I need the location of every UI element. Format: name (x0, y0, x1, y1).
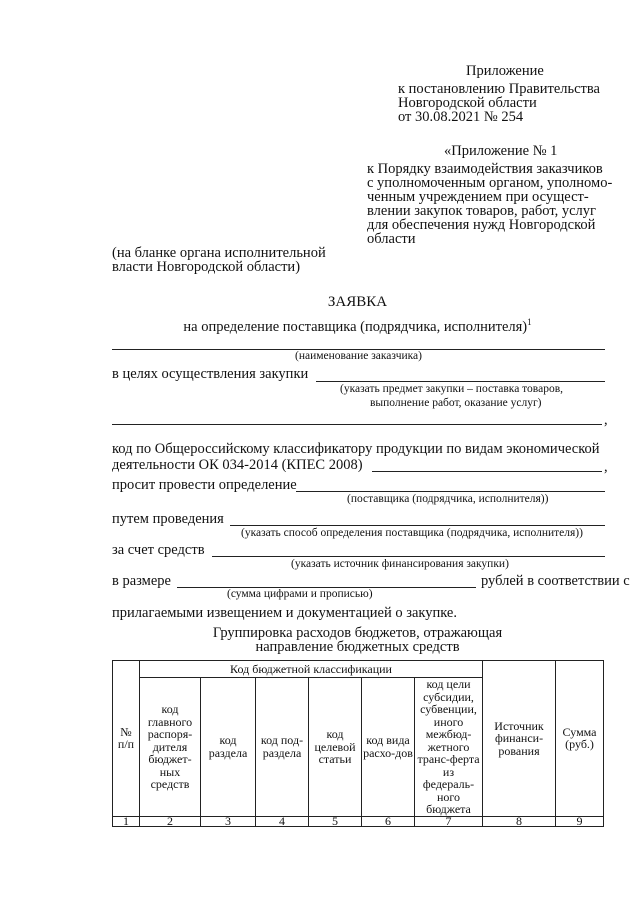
closing-text: прилагаемыми извещением и документацией о закупке. (112, 605, 457, 621)
appendix1-title: «Приложение № 1 (444, 143, 558, 159)
column-number: 9 (556, 816, 604, 826)
purpose-hint: выполнение работ, оказание услуг) (370, 397, 542, 409)
appendix1-line: влении закупок товаров, работ, услуг (367, 203, 596, 219)
comma: , (604, 459, 608, 475)
customer-hint: (наименование заказчика) (295, 350, 422, 362)
col-section-header: код раздела (201, 678, 256, 817)
funds-field[interactable] (212, 556, 605, 557)
appendix1-line: для обеспечения нужд Новгородской (367, 217, 596, 233)
column-number: 8 (483, 816, 556, 826)
column-number: 6 (362, 816, 415, 826)
purpose-field[interactable] (316, 381, 605, 382)
footnote-mark: 1 (527, 317, 532, 327)
col-sum-header: Сумма (руб.) (556, 661, 604, 817)
column-number: 2 (140, 816, 201, 826)
request-field[interactable] (296, 491, 605, 492)
okpd-field[interactable] (372, 471, 602, 472)
letterhead-note: (на бланке органа исполнительной (112, 245, 326, 261)
appendix1-line: ченным учреждением при осущест- (367, 189, 589, 205)
budget-classification-table (112, 660, 604, 827)
appendix1-line: с уполномоченным органом, уполномо- (367, 175, 613, 191)
column-number: 3 (201, 816, 256, 826)
col-source-header: Источник финанси-рования (483, 661, 556, 817)
column-number: 5 (309, 816, 362, 826)
appendix1-line: к Порядку взаимодействия заказчиков (367, 161, 603, 177)
amount-label: в размере (112, 573, 171, 589)
column-number: 7 (415, 816, 483, 826)
document-title: ЗАЯВКА (327, 294, 388, 310)
okpd-label: деятельности ОК 034-2014 (КПЕС 2008) (112, 457, 363, 473)
request-label: просит провести определение (112, 477, 297, 493)
request-hint: (поставщика (подрядчика, исполнителя)) (347, 493, 549, 505)
comma: , (604, 412, 608, 428)
amount-hint: (сумма цифрами и прописью) (227, 588, 373, 600)
method-field[interactable] (230, 525, 605, 526)
col-target-article-header: код целевой статьи (309, 678, 362, 817)
method-hint: (указать способ определения поставщика (подрядчика, исполнителя)) (241, 527, 583, 539)
appendix-title: Приложение (466, 63, 544, 79)
appendix-region-line: Новгородской области (398, 95, 537, 111)
table-title: Группировка расходов бюджетов, отражающая (212, 625, 503, 641)
col-subsection-header: код под-раздела (256, 678, 309, 817)
appendix-date-line: от 30.08.2021 № 254 (398, 109, 524, 125)
table-title: направление бюджетных средств (255, 639, 460, 655)
col-expense-type-header: код вида расхо-дов (362, 678, 415, 817)
col-subsidy-goal-header: код цели субсидии, субвенции, иного межбюд-жетного транс-ферта из федераль-ного бюджета (415, 678, 483, 817)
column-number: 4 (256, 816, 309, 826)
column-number: 1 (113, 816, 140, 826)
purpose-label: в целях осуществления закупки (112, 366, 309, 382)
amount-suffix: рублей в соответствии с (481, 573, 630, 589)
purpose-field-cont[interactable] (112, 424, 602, 425)
okpd-label: код по Общероссийскому классификатору продукции по видам экономической (112, 441, 600, 457)
appendix1-line: области (367, 231, 416, 247)
kbk-group-header: Код бюджетной классификации (140, 661, 483, 678)
purpose-hint: (указать предмет закупки – поставка товаров, (340, 383, 563, 395)
document-subtitle: на определение поставщика (подрядчика, исполнителя)$^1$ (183, 317, 532, 335)
appendix-decree-line: к постановлению Правительства (398, 81, 600, 97)
funds-label: за счет средств (112, 542, 205, 558)
col-number-header: № п/п (113, 661, 140, 817)
funds-hint: (указать источник финансирования закупки) (291, 558, 509, 570)
letterhead-note: власти Новгородской области) (112, 259, 301, 275)
col-main-manager-header: код главного распоря-дителя бюджет-ных средств (140, 678, 201, 817)
method-label: путем проведения (112, 511, 224, 527)
